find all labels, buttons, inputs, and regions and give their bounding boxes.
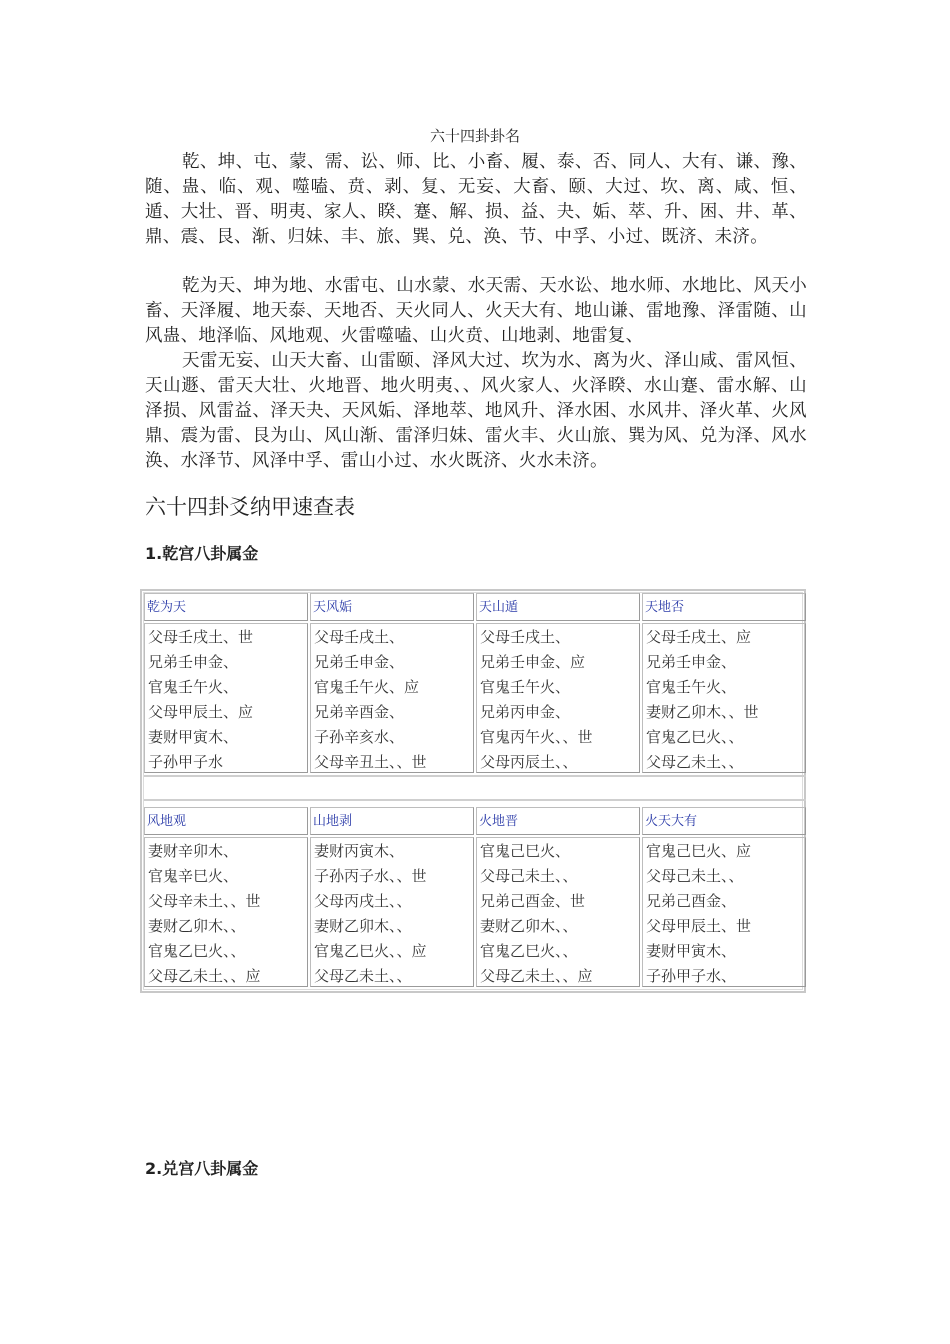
hexagram-name-cell (476, 807, 640, 835)
yao-line: 兄弟丙申金、 (480, 703, 571, 721)
table-separator-row (144, 775, 806, 801)
hexagram-name: 火天大有 (645, 814, 698, 829)
table-header-row-2 (144, 807, 806, 835)
yao-lines-cell (476, 837, 640, 987)
yao-line: 父母乙未土、、 (646, 753, 744, 771)
yao-line: 妻财乙卯木、、 (148, 917, 246, 935)
yao-line: 兄弟壬申金、应 (480, 653, 586, 671)
yao-line: 兄弟辛酉金、 (314, 703, 405, 721)
section-heading: 六十四卦爻纳甲速查表 (145, 495, 355, 519)
yao-line: 妻财乙卯木、、 (480, 917, 578, 935)
yao-line: 兄弟壬申金、 (646, 653, 737, 671)
paragraph-hexagram-full-names-2: 天雷无妄、山天大畜、山雷颐、泽风大过、坎为水、离为火、泽山咸、雷风恒、天山遯、雷天大壮、火地晋、地火明夷、、风火家人、火泽睽、水山蹇、雷水解、山泽损、风雷益、泽天夬、天风姤、泽地萃、地风升、泽水困、水风井、泽火革、火风鼎、震为雷、艮为山、风山渐、雷泽归妹、雷火丰、火山旅、巽为风、兑为泽、风水涣、水泽节、风泽中孚、雷山小过、水火既济、火水未济。 (145, 351, 807, 471)
yao-line: 官鬼壬午火、应 (314, 678, 420, 696)
yao-lines-cell (642, 623, 806, 773)
yao-line: 子孙辛亥水、 (314, 728, 405, 746)
yao-line: 兄弟己酉金、 (646, 892, 737, 910)
hexagram-name-cell (310, 593, 474, 621)
yao-line: 父母乙未土、、 (314, 967, 412, 985)
table-body-row-1 (144, 623, 806, 775)
yao-line: 父母乙未土、、应 (480, 967, 593, 985)
yao-line: 父母甲辰土、世 (646, 917, 752, 935)
document-title: 六十四卦卦名 (429, 127, 520, 145)
yao-line: 兄弟己酉金、世 (480, 892, 586, 910)
hexagram-name: 风地观 (147, 814, 187, 829)
hexagram-name-cell (642, 593, 806, 621)
yao-line: 官鬼丙午火、、世 (480, 728, 593, 746)
hexagram-name: 山地剥 (313, 814, 353, 829)
yao-line: 父母壬戌土、应 (646, 628, 752, 646)
yao-line: 父母丙戌土、、 (314, 892, 412, 910)
yao-lines-cell (310, 837, 474, 987)
paragraph-hexagram-full-names-1: 乾为天、坤为地、水雷屯、山水蒙、水天需、天水讼、地水师、水地比、风天小畜、天泽履、地天泰、天地否、天火同人、火天大有、地山谦、雷地豫、泽雷随、山风蛊、地泽临、风地观、火雷噬嗑、山火贲、山地剥、地雷复、 (145, 276, 807, 346)
hexagram-name-cell (310, 807, 474, 835)
subsection-heading-dui-palace: 2.兑宫八卦属金 (145, 1159, 259, 1178)
yao-line: 兄弟壬申金、 (314, 653, 405, 671)
najia-table (140, 589, 806, 993)
yao-line: 官鬼乙巳火、、 (646, 728, 744, 746)
yao-line: 父母甲辰土、应 (148, 703, 254, 721)
yao-lines-cell (310, 623, 474, 773)
yao-line: 官鬼乙巳火、、 (148, 942, 246, 960)
subsection-heading-qian-palace: 1.乾宫八卦属金 (145, 544, 259, 563)
yao-line: 父母己未土、、 (646, 867, 744, 885)
hexagram-name: 天风姤 (313, 600, 353, 615)
yao-line: 官鬼乙巳火、、 (480, 942, 578, 960)
yao-line: 官鬼壬午火、 (480, 678, 571, 696)
yao-line: 父母壬戌土、 (480, 628, 571, 646)
yao-lines-cell (144, 837, 308, 987)
yao-line: 子孙甲子水、 (646, 967, 737, 985)
hexagram-name: 天山遁 (479, 600, 519, 615)
table-body-row-2 (144, 837, 806, 989)
yao-line: 妻财丙寅木、 (314, 842, 405, 860)
yao-line: 官鬼辛巳火、 (148, 867, 239, 885)
paragraph-hexagram-short-names: 乾、坤、屯、蒙、需、讼、师、比、小畜、履、泰、否、同人、大有、谦、豫、随、蛊、临、观、噬嗑、贲、剥、复、无妄、大畜、颐、大过、坎、离、咸、恒、遁、大壮、晋、明夷、家人、睽、蹇、解、损、益、夬、姤、萃、升、困、井、革、鼎、震、艮、渐、归妹、丰、旅、巽、兑、涣、节、中孚、小过、既济、未济。 (145, 152, 807, 247)
yao-line: 兄弟壬申金、 (148, 653, 239, 671)
yao-line: 父母辛未土、、世 (148, 892, 261, 910)
yao-line: 官鬼壬午火、 (148, 678, 239, 696)
hexagram-name-cell (144, 807, 308, 835)
yao-lines-cell (642, 837, 806, 987)
yao-line: 妻财甲寅木、 (148, 728, 239, 746)
yao-line: 父母己未土、、 (480, 867, 578, 885)
yao-lines-cell (476, 623, 640, 773)
yao-line: 官鬼己巳火、 (480, 842, 571, 860)
hexagram-name-cell (476, 593, 640, 621)
yao-line: 子孙丙子水、、世 (314, 867, 427, 885)
yao-line: 妻财乙卯木、、 (314, 917, 412, 935)
yao-line: 父母壬戌土、 (314, 628, 405, 646)
hexagram-name: 天地否 (645, 600, 685, 615)
hexagram-name-cell (144, 593, 308, 621)
yao-line: 官鬼壬午火、 (646, 678, 737, 696)
table-header-row-1 (144, 593, 806, 621)
yao-line: 官鬼乙巳火、、应 (314, 942, 427, 960)
yao-line: 父母乙未土、、应 (148, 967, 261, 985)
yao-line: 子孙甲子水 (148, 753, 224, 771)
yao-line: 父母壬戌土、世 (148, 628, 254, 646)
yao-line: 官鬼己巳火、应 (646, 842, 752, 860)
hexagram-name: 乾为天 (147, 600, 187, 615)
yao-lines-cell (144, 623, 308, 773)
yao-line: 妻财乙卯木、、世 (646, 703, 759, 721)
yao-line: 父母辛丑土、、世 (314, 753, 427, 771)
yao-line: 妻财甲寅木、 (646, 942, 737, 960)
hexagram-name-cell (642, 807, 806, 835)
yao-line: 父母丙辰土、、 (480, 753, 578, 771)
yao-line: 妻财辛卯木、 (148, 842, 239, 860)
hexagram-name: 火地晋 (479, 814, 519, 829)
